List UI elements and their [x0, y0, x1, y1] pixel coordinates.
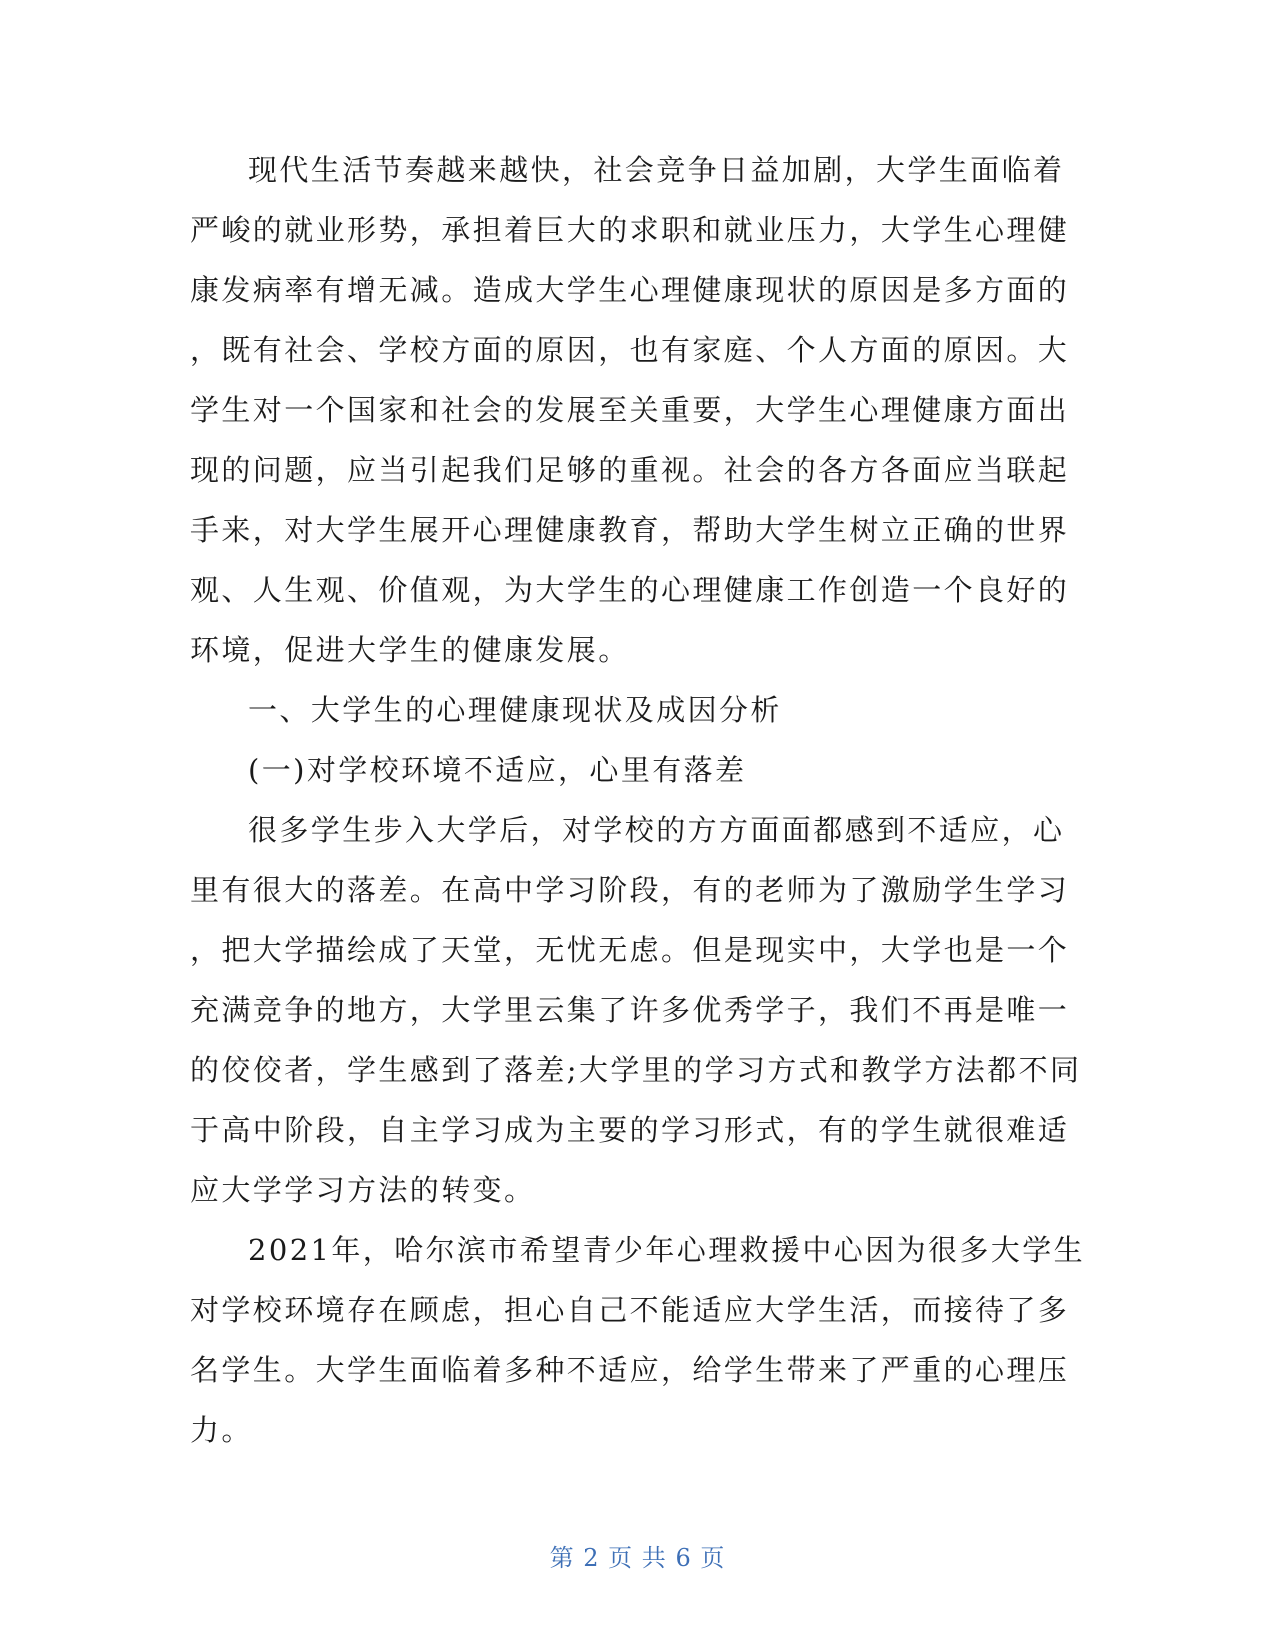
paragraph-1-line-7: 手来，对大学生展开心理健康教育，帮助大学生树立正确的世界	[190, 513, 1070, 547]
paragraph-1-line-9: 环境，促进大学生的健康发展。	[190, 633, 630, 667]
paragraph-2-line-4: 充满竞争的地方，大学里云集了许多优秀学子，我们不再是唯一	[190, 993, 1070, 1027]
paragraph-1-line-1: 现代生活节奏越来越快，社会竞争日益加剧，大学生面临着	[248, 153, 1065, 187]
paragraph-2-line-7: 应大学学习方法的转变。	[190, 1173, 536, 1207]
paragraph-3-line-4: 力。	[190, 1413, 253, 1447]
paragraph-2-line-1: 很多学生步入大学后，对学校的方方面面都感到不适应，心	[248, 813, 1065, 847]
paragraph-1-line-4: ，既有社会、学校方面的原因，也有家庭、个人方面的原因。大	[190, 333, 1070, 367]
paragraph-1-line-6: 现的问题，应当引起我们足够的重视。社会的各方各面应当联起	[190, 453, 1070, 487]
paragraph-2-line-6: 于高中阶段，自主学习成为主要的学习形式，有的学生就很难适	[190, 1113, 1070, 1147]
paragraph-1-line-5: 学生对一个国家和社会的发展至关重要，大学生心理健康方面出	[190, 393, 1070, 427]
section-heading: 一、大学生的心理健康现状及成因分析	[248, 693, 782, 727]
paragraph-2-line-3: ，把大学描绘成了天堂，无忧无虑。但是现实中，大学也是一个	[190, 933, 1070, 967]
subsection-heading: (一)对学校环境不适应，心里有落差	[248, 753, 747, 787]
paragraph-3-line-2: 对学校环境存在顾虑，担心自己不能适应大学生活，而接待了多	[190, 1293, 1070, 1327]
paragraph-3-line-3: 名学生。大学生面临着多种不适应，给学生带来了严重的心理压	[190, 1353, 1070, 1387]
paragraph-2-line-5: 的佼佼者，学生感到了落差;大学里的学习方式和教学方法都不同	[190, 1053, 1082, 1087]
document-body	[190, 140, 1086, 1460]
paragraph-2-line-2: 里有很大的落差。在高中学习阶段，有的老师为了激励学生学习	[190, 873, 1070, 907]
paragraph-1-line-8: 观、人生观、价值观，为大学生的心理健康工作创造一个良好的	[190, 573, 1070, 607]
paragraph-1-line-2: 严峻的就业形势，承担着巨大的求职和就业压力，大学生心理健	[190, 213, 1070, 247]
paragraph-1-line-3: 康发病率有增无减。造成大学生心理健康现状的原因是多方面的	[190, 273, 1070, 307]
paragraph-3-line-1: 2021年，哈尔滨市希望青少年心理救援中心因为很多大学生	[248, 1233, 1086, 1267]
page-number-footer: 第 2 页 共 6 页	[549, 1544, 726, 1572]
